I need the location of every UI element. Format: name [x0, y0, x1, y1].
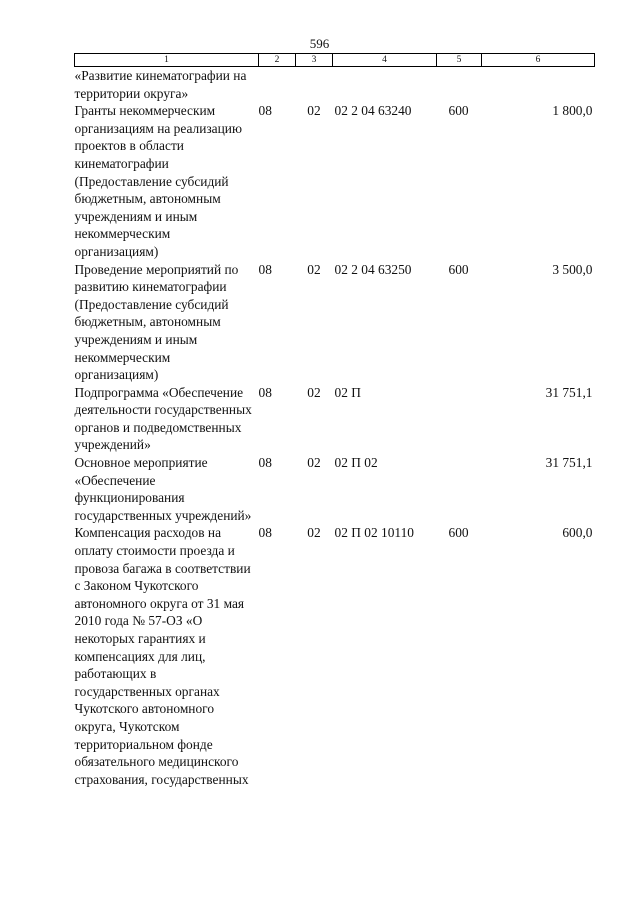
row-name: Компенсация расходов на оплату стоимости проезда и провоза багажа в соответствии с Законом Чукотского автономного округа от 31 мая 2010 года № 57-ОЗ «О некоторых гарантиях и компенсациях для лиц, работающих в государственных органах Чукотского автономного округа, Чукотском территориальном фонде обязательного медицинского страхования, государственных: [74, 525, 251, 787]
row-name: Проведение мероприятий по развитию кинематографии (Предоставление субсидий бюджетным, автономным учреждениям и иным некоммерческим организациям): [74, 261, 239, 383]
row-target-item: 02 2 04 63250: [334, 261, 412, 277]
row-section: 08: [258, 261, 272, 277]
row-expense-type: 600: [448, 261, 469, 277]
row-name: Подпрограмма «Обеспечение деятельности государственных органов и подведомственных учреждений»: [74, 384, 252, 453]
row-subsection: [296, 67, 333, 103]
row-section: [259, 67, 296, 103]
table-row: [75, 102, 595, 260]
column-header-expense-type: 5: [437, 54, 482, 67]
row-amount: 31 751,1: [545, 384, 593, 400]
column-header-target-item: 4: [333, 54, 437, 67]
row-amount: 31 751,1: [545, 455, 593, 471]
column-header-name: 1: [75, 54, 259, 67]
row-target-item: [333, 67, 437, 103]
column-header-amount: 6: [482, 54, 595, 67]
row-subsection: 02: [307, 384, 321, 400]
row-subsection: 02: [307, 261, 321, 277]
row-expense-type: [437, 384, 482, 454]
table-row: [75, 524, 595, 788]
row-amount: 1 800,0: [552, 103, 593, 119]
table-row: [75, 261, 595, 384]
row-section: 08: [258, 455, 272, 471]
row-amount: [482, 67, 595, 103]
row-name: Гранты некоммерческим организациям на реализацию проектов в области кинематографии (Предоставление субсидий бюджетным, автономным учреждениям и иным некоммерческим организациям): [74, 103, 242, 259]
row-subsection: 02: [307, 103, 321, 119]
row-section: 08: [258, 384, 272, 400]
column-header-section: 2: [259, 54, 296, 67]
row-subsection: 02: [307, 525, 321, 541]
page-number: 596: [309, 36, 330, 51]
row-target-item: 02 2 04 63240: [334, 103, 412, 119]
row-target-item: 02 П 02: [334, 455, 378, 471]
row-amount: 600,0: [562, 525, 593, 541]
row-name: «Развитие кинематографии на территории округа»: [74, 68, 247, 101]
row-subsection: 02: [307, 455, 321, 471]
row-expense-type: 600: [448, 525, 469, 541]
row-expense-type: [437, 454, 482, 524]
table-row: [75, 454, 595, 524]
row-amount: 3 500,0: [552, 261, 593, 277]
row-section: 08: [258, 103, 272, 119]
table-header-row: [75, 54, 595, 67]
column-header-subsection: 3: [296, 54, 333, 67]
row-expense-type: [437, 67, 482, 103]
row-target-item: 02 П 02 10110: [334, 525, 414, 541]
table-row: [75, 384, 595, 454]
row-expense-type: 600: [448, 103, 469, 119]
row-section: 08: [258, 525, 272, 541]
row-name: Основное мероприятие «Обеспечение функционирования государственных учреждений»: [74, 455, 252, 523]
row-target-item: 02 П: [334, 384, 361, 400]
budget-table: [74, 53, 595, 788]
table-row: [75, 67, 595, 103]
